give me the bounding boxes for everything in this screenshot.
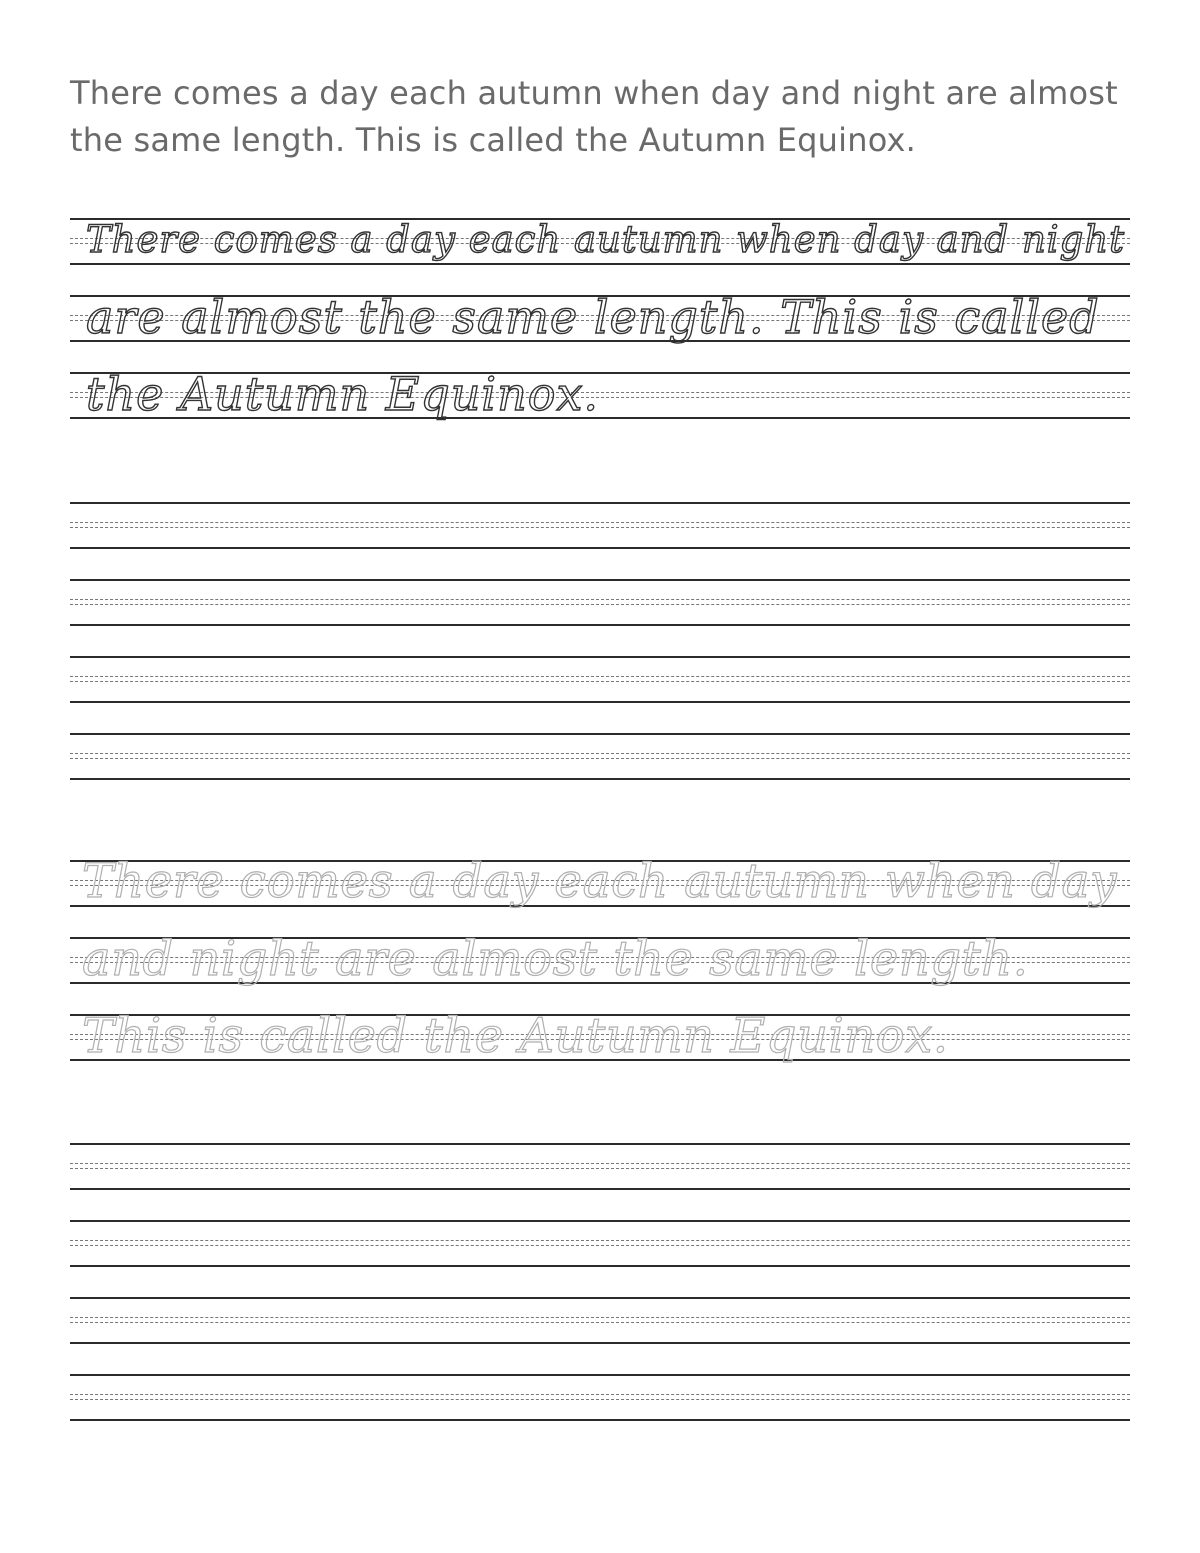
writing-row (70, 1008, 1130, 1091)
blank-writing-row[interactable] (70, 1220, 1130, 1297)
trace-text: There comes a day each autumn when day (82, 854, 1118, 909)
trace-text: and night are almost the same length. (82, 931, 1029, 987)
writing-row (70, 367, 1130, 449)
cursive-tracing-block (70, 854, 1130, 1091)
blank-writing-row[interactable] (70, 1143, 1130, 1220)
blank-writing-row[interactable] (70, 579, 1130, 656)
blank-writing-row[interactable] (70, 1297, 1130, 1374)
trace-text: are almost the same length. This is called (86, 290, 1100, 344)
print-tracing-block (70, 218, 1130, 449)
blank-writing-row[interactable] (70, 733, 1130, 810)
trace-text: the Autumn Equinox. (86, 367, 600, 421)
instruction-text: There comes a day each autumn when day and night are almost the same length. This is called the Autumn Equinox. (70, 74, 1118, 159)
trace-text: There comes a day each autumn when day and night (86, 218, 1126, 261)
writing-row (70, 290, 1130, 372)
blank-writing-row[interactable] (70, 1374, 1130, 1451)
blank-writing-row[interactable] (70, 502, 1130, 579)
writing-row (70, 218, 1130, 295)
writing-row (70, 931, 1130, 1014)
writing-row (70, 854, 1130, 937)
blank-practice-block (70, 1143, 1130, 1451)
blank-writing-row[interactable] (70, 656, 1130, 733)
trace-text: This is called the Autumn Equinox. (82, 1008, 949, 1064)
blank-practice-block (70, 502, 1130, 810)
